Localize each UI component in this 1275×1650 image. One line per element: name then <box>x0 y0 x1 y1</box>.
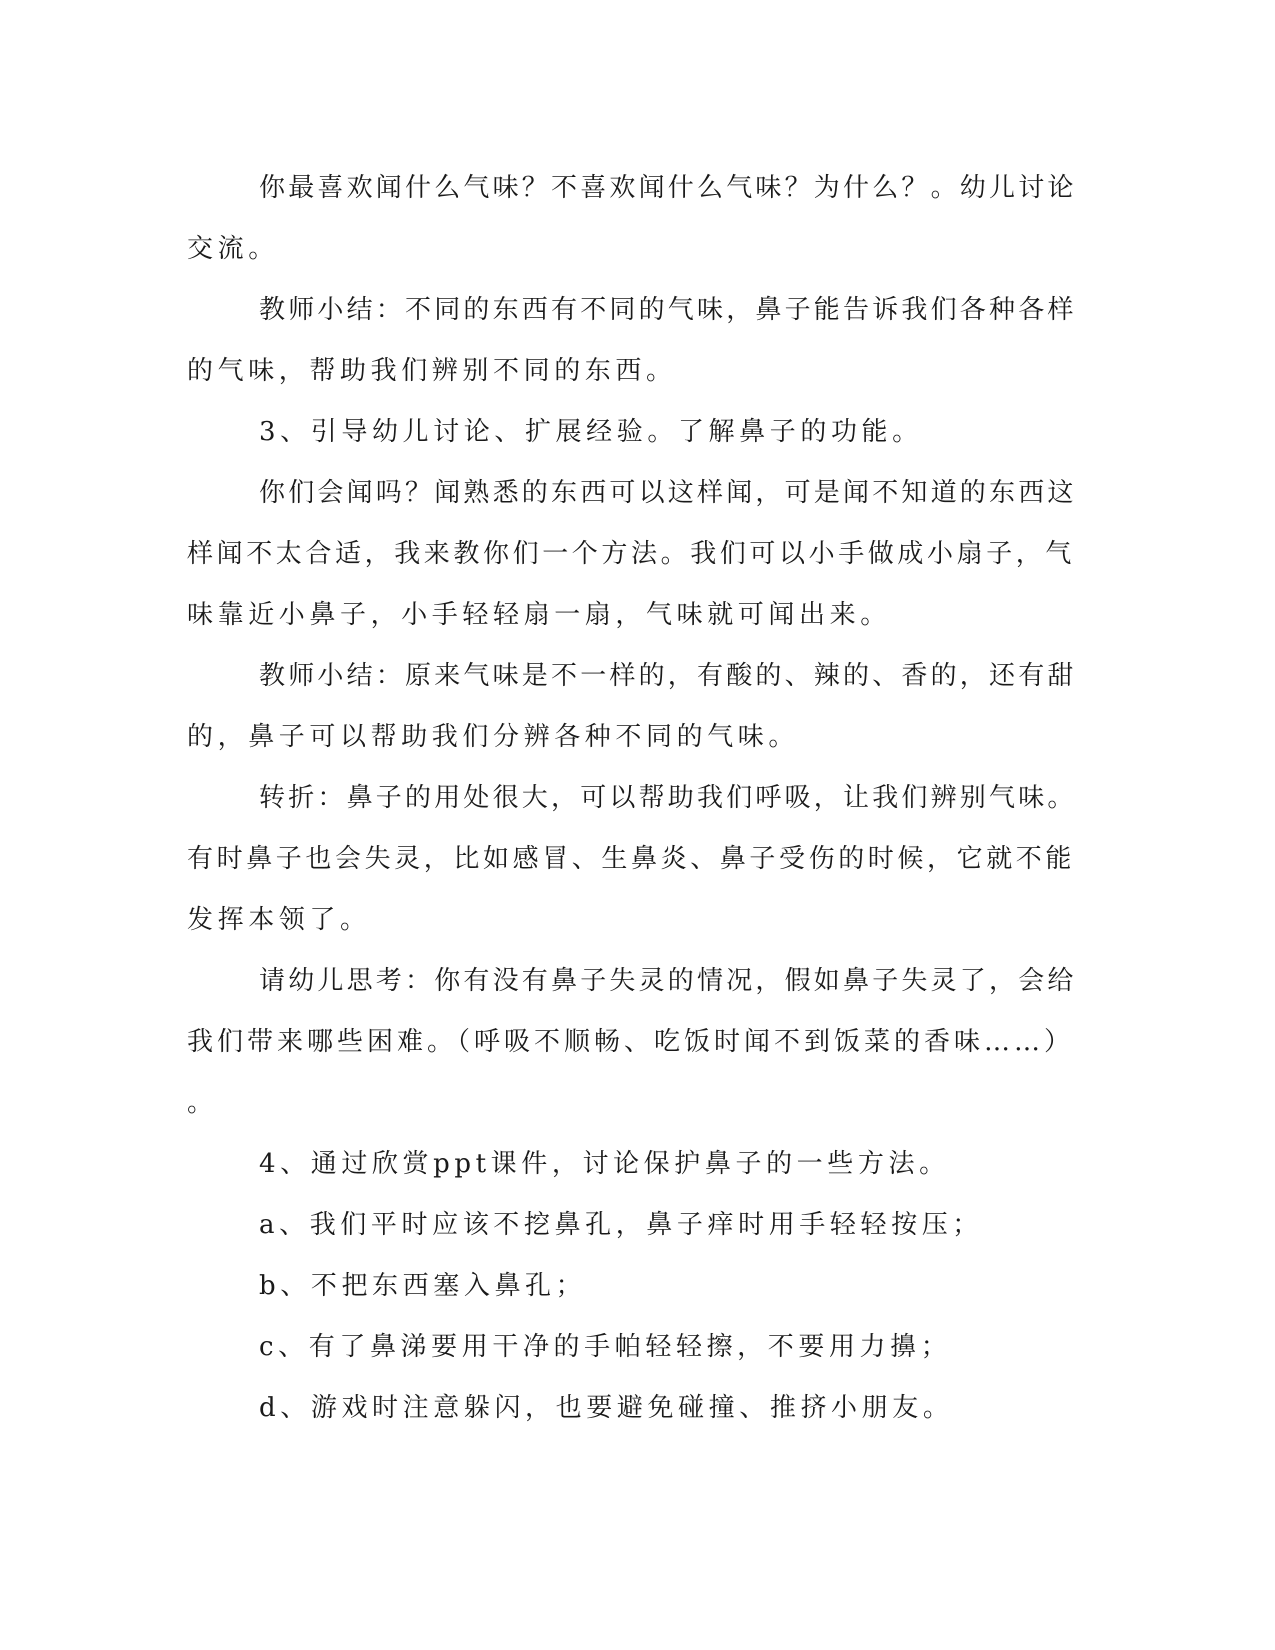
text-line: 有时鼻子也会失灵，比如感冒、生鼻炎、鼻子受伤的时候，它就不能 <box>187 844 1076 874</box>
text-line: 交流。 <box>187 234 279 264</box>
text-lines <box>187 158 1077 1439</box>
text-line: 教师小结：原来气味是不一样的，有酸的、辣的、香的，还有甜 <box>259 661 1077 691</box>
text-line: 样闻不太合适，我来教你们一个方法。我们可以小手做成小扇子，气 <box>187 539 1076 569</box>
text-line: 教师小结：不同的东西有不同的气味，鼻子能告诉我们各种各样 <box>259 295 1077 325</box>
text-line: 的，鼻子可以帮助我们分辨各种不同的气味。 <box>187 722 800 752</box>
text-line: 我们带来哪些困难。（呼吸不顺畅、吃饭时闻不到饭菜的香味……） <box>187 1027 1075 1057</box>
text-line: 。 <box>187 1088 218 1118</box>
text-line: 的气味，帮助我们辨别不同的东西。 <box>187 356 677 386</box>
text-line: 发挥本领了。 <box>187 905 371 935</box>
text-line: 你最喜欢闻什么气味？不喜欢闻什么气味？为什么？。幼儿讨论 <box>259 173 1077 203</box>
text-line: c、有了鼻涕要用干净的手帕轻轻擦，不要用力擤； <box>259 1332 952 1362</box>
text-line: 转折：鼻子的用处很大，可以帮助我们呼吸，让我们辨别气味。 <box>259 783 1077 813</box>
text-line: 请幼儿思考：你有没有鼻子失灵的情况，假如鼻子失灵了，会给 <box>259 966 1077 996</box>
text-line: d、游戏时注意躲闪，也要避免碰撞、推挤小朋友。 <box>259 1393 954 1423</box>
text-line: 4、通过欣赏ppt课件，讨论保护鼻子的一些方法。 <box>259 1149 950 1179</box>
text-line: 味靠近小鼻子，小手轻轻扇一扇，气味就可闻出来。 <box>187 600 891 630</box>
document-body <box>187 158 1077 1439</box>
text-line: 3、引导幼儿讨论、扩展经验。了解鼻子的功能。 <box>259 417 923 447</box>
text-line: 你们会闻吗？闻熟悉的东西可以这样闻，可是闻不知道的东西这 <box>259 478 1077 508</box>
text-line: a、我们平时应该不挖鼻孔，鼻子痒时用手轻轻按压； <box>259 1210 983 1240</box>
text-line: b、不把东西塞入鼻孔； <box>259 1271 587 1301</box>
